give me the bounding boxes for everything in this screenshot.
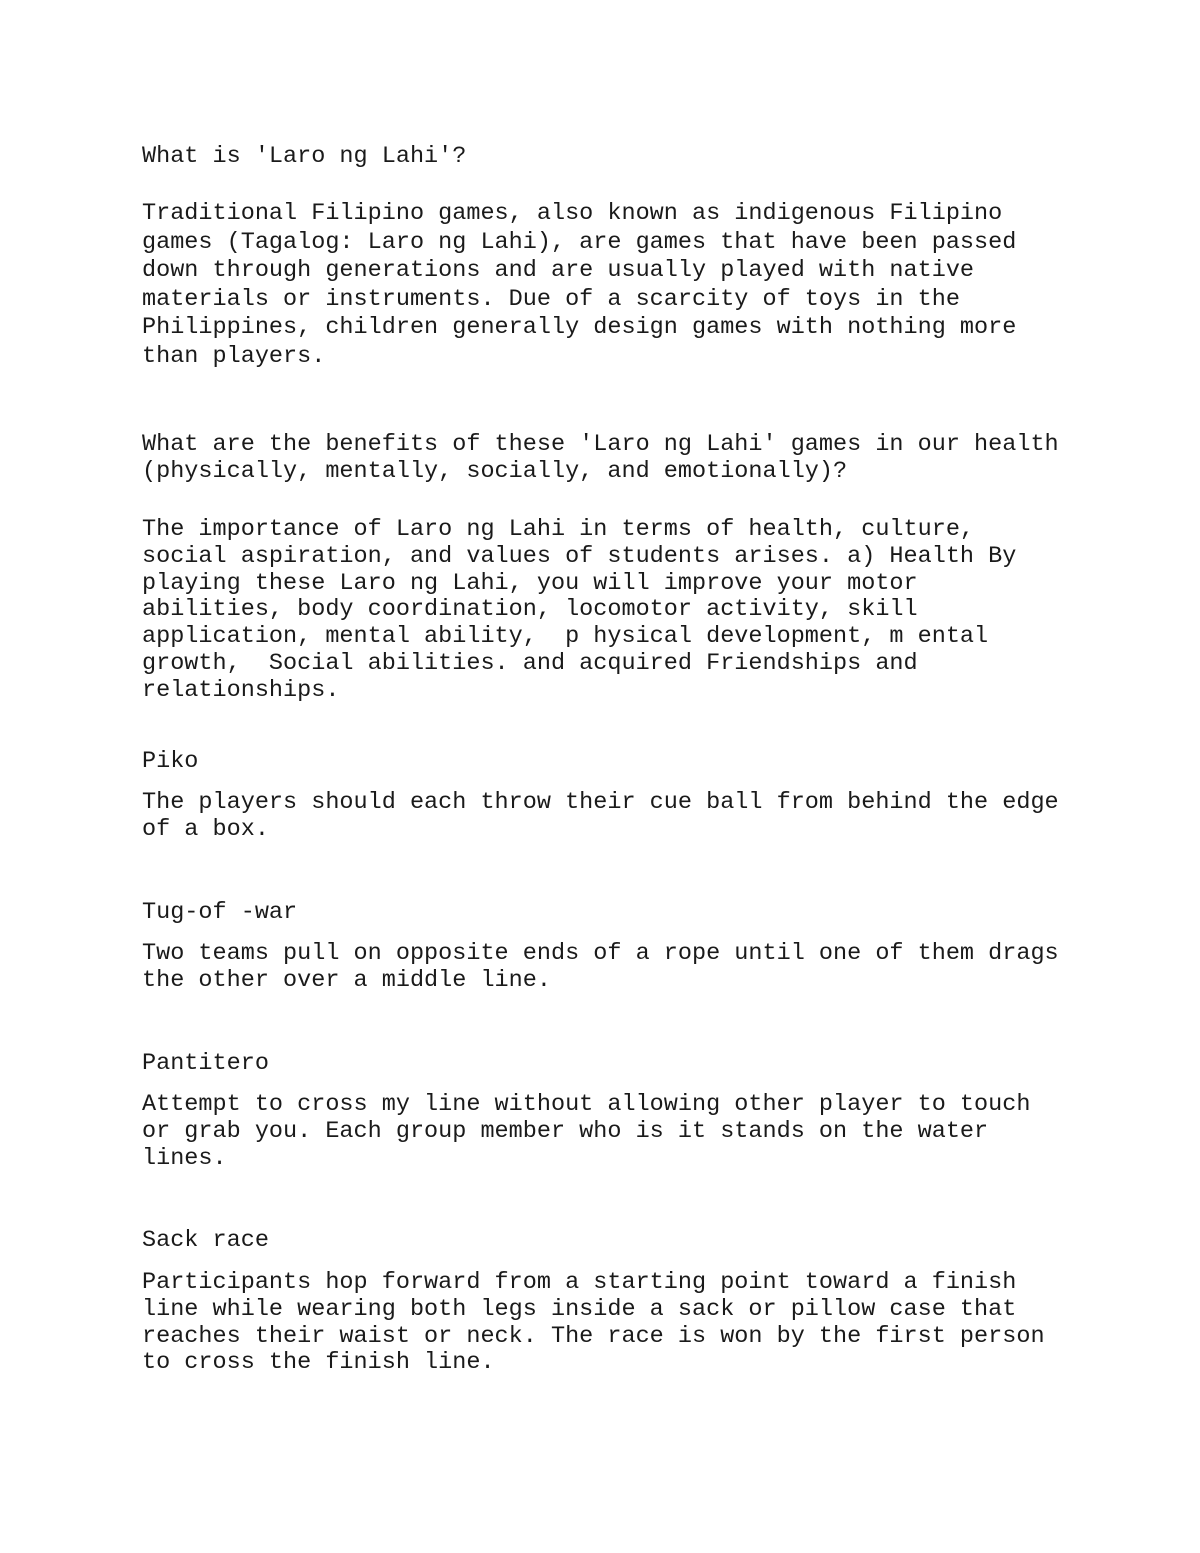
game-title-piko: Piko: [142, 748, 199, 775]
question-2-answer: The importance of Laro ng Lahi in terms of health, culture, social aspiration, and values of students arises. a) Health By playing these Laro ng Lahi, you will improve your motor abilities, body coordination, locomotor activity, skill application, mental ability, p hysical development, m ental growth, Social abilities. and acquired Friendships and relationships.: [142, 516, 1017, 704]
game-title-sack-race: Sack race: [142, 1227, 269, 1254]
game-title-pantitero: Pantitero: [142, 1050, 269, 1077]
game-description-pantitero: Attempt to cross my line without allowing other player to touch or grab you. Each group member who is it stands on the water lines.: [142, 1091, 1031, 1172]
question-2-heading: What are the benefits of these 'Laro ng Lahi' games in our health (physically, mentally, socially, and emotionally)?: [142, 431, 1059, 485]
question-1-answer: Traditional Filipino games, also known as indigenous Filipino games (Tagalog: Laro ng Lahi), are games that have been passed down through generations and are usually played with native materials or instruments. Due of a scarcity of toys in the Philippines, children generally design games with nothing more than players.: [142, 200, 1017, 370]
game-description-piko: The players should each throw their cue ball from behind the edge of a box.: [142, 789, 1059, 843]
question-1-heading: What is 'Laro ng Lahi'?: [142, 143, 467, 170]
game-title-tug-of-war: Tug-of -war: [142, 899, 298, 926]
game-description-sack-race: Participants hop forward from a starting point toward a finish line while wearing both legs inside a sack or pillow case that reaches their waist or neck. The race is won by the first person to cross the finish line.: [142, 1269, 1045, 1377]
game-description-tug-of-war: Two teams pull on opposite ends of a rope until one of them drags the other over a middle line.: [142, 940, 1059, 994]
